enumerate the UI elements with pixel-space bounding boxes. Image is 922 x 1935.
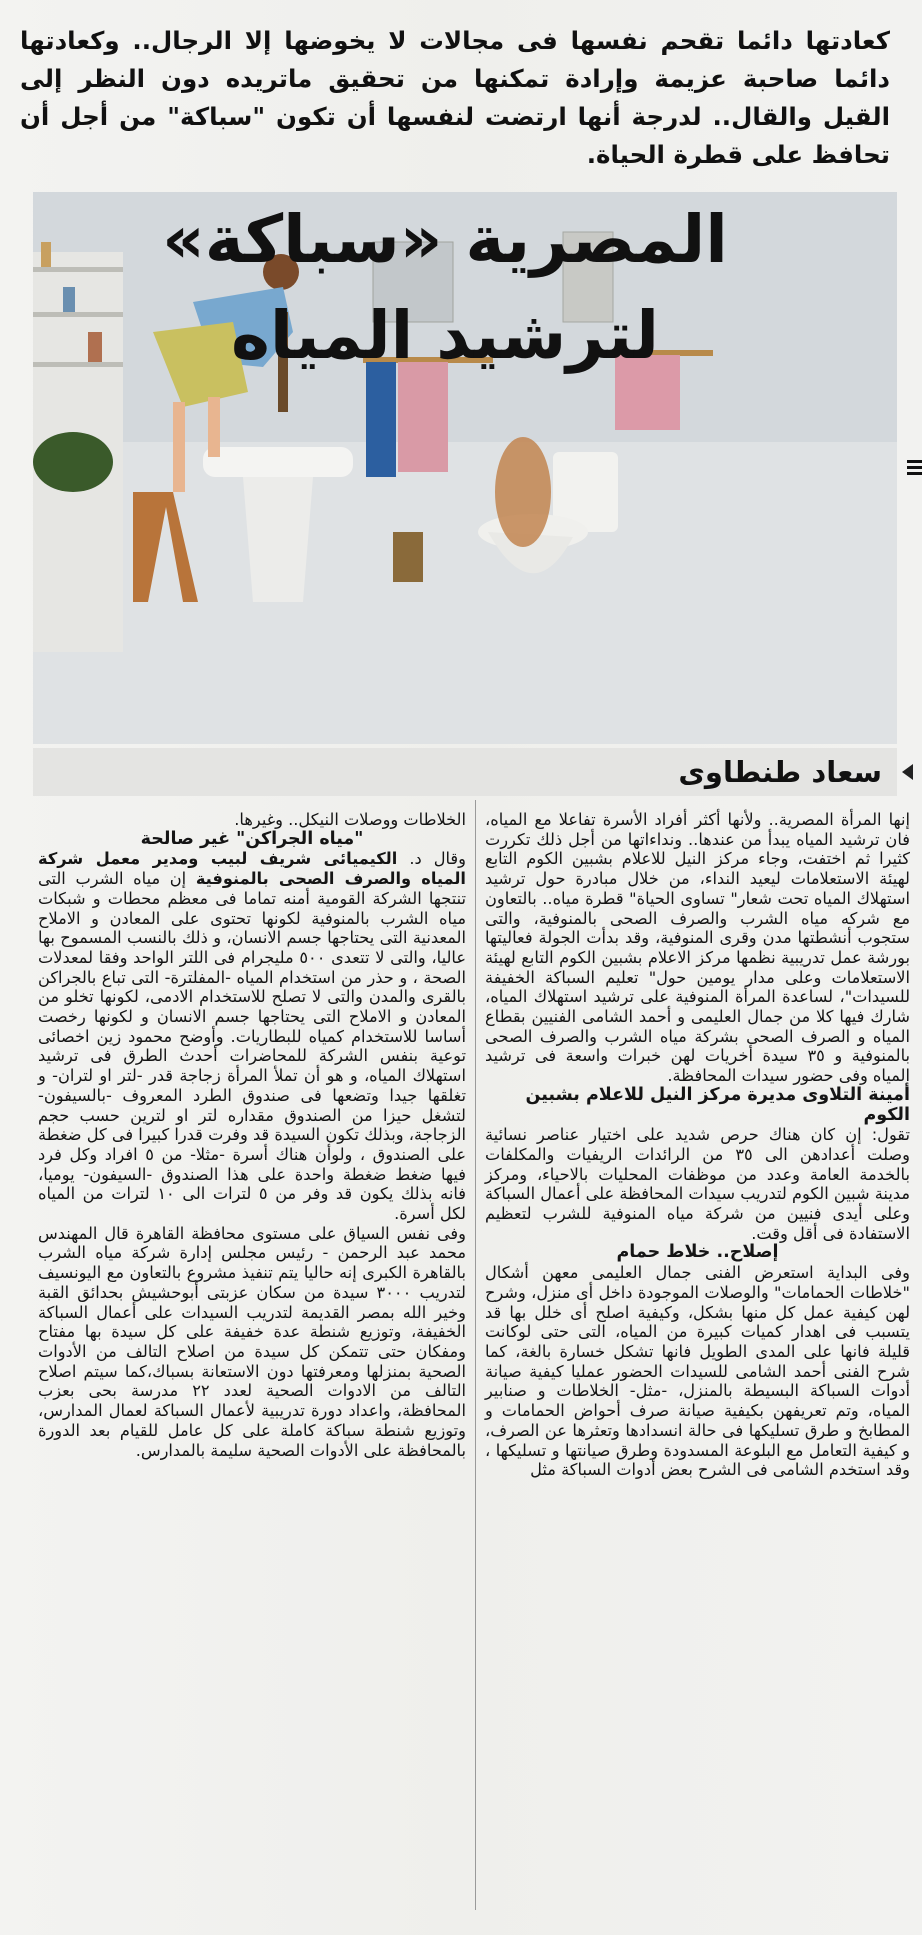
paragraph-bold-source: الكيميائى شريف لبيب ومدير معمل شركة المياه والصرف الصحى بالمنوفية xyxy=(38,849,466,889)
article-byline: سعاد طنطاوى xyxy=(678,755,882,789)
paragraph: إنها المرأة المصرية.. ولأنها أكثر أفراد الأسرة تفاعلا مع المياه، فان ترشيد المياه يبدأ من عندها.. ونداءاتها من أجل ذلك تكررت كثيرا ثم اختفت، وجاء مركز النيل للاعلام بشبين الكوم التابع لهيئة الاستعلامات ليعيد النداء، من خلال مبادرة حول ترشيد استهلاك المياه تحت شعار" تساوى الحياة" قطرة مياه.. بالتعاون مع شركه مياه الشرب والصرف الصحى بالمنوفية، والتى ستجوب أنشطتها مدن وقرى المنوفية، وقد بدأت الجولة فعاليتها بورشة عمل تدريبية نظمها مركز الاعلام بشبين الكوم التابع لهيئة الاستعلامات وعلى مدار يومين حول" تعليم السباكة الخفيفة للسيدات"، لساعدة المرأة المنوفية على ترشيد استهلاك المياه، شارك فيها كلا من جمال العليمى و أحمد الشامى الفنيين بقطاع المياه و الصرف الصحى بشركة مياه الشرب والصرف الصحى بالمنوفية و ٣٥ سيدة أخريات لهن خبرات واسعة فى ترشيد المياه وفى حضور سيدات المحافظة. xyxy=(485,810,911,1086)
paragraph: وفى البداية استعرض الفنى جمال العليمى معهن أشكال "خلاطات الحمامات" والوصلات الموجودة داخل أى منزل، وشرح لهن كيفية عمل كل منها بشكل، وكيفية اصلح أى خلل بها قد يتسبب فى اهدار كميات كبيرة من المياه، التى حتى لوكانت قليلة فانها على المدى الطويل فانها تشكل خسارة بالغة، كما شرح الفنى أحمد الشامى للسيدات الحضور عمليا كيفية صيانة أدوات السباكة البسيطة بالمنزل، -مثل- الخلاطات و صنابير المياه، وتم تعريفهن بكيفية صيانة صرف أحواض الحمامات و المطابخ و طرق تسليكها فى حالة انسدادها وتعثرها عن الصرف، و كيفية التعامل مع البلوعة المسدودة وطرق صيانتها و تسليكها ، وقد استخدم الشامى فى الشرح بعض أدوات السباكة مثل xyxy=(485,1263,910,1480)
paragraph: تقول: إن كان هناك حرص شديد على اختيار عناصر نسائية وصلت أعدادهن الى ٣٥ من الرائدات الريفيات والمكلفات بالخدمة العامة وعدد من موظفات المحليات بالاحياء، ومركز مدينة شبين الكوم لتدريب سيدات المحافظة على أعمال السباكة وعلى أيدى فنيين من شركة مياه المنوفية للشرب لتعظيم الاستفادة فى أقل وقت. xyxy=(485,1125,910,1243)
subheading: أمينة التلاوى مديرة مركز النيل للاعلام بشبين الكوم xyxy=(525,1084,910,1125)
subheading: "مياه الجراكن" غير صالحة xyxy=(140,828,364,849)
paragraph: وفى نفس السياق على مستوى محافظة القاهرة قال المهندس محمد عبد الرحمن - رئيس مجلس إدارة شركة مياه الشرب بالقاهرة الكبرى إنه حاليا يتم تنفيذ مشروع بالتعاون مع اليونسيف لتدريب ٣٠٠٠ سيدة من سكان عزبتى أبوحشيش بحدائق القبة وخير الله بمصر القديمة لتدريب السيدات على أعمال السباكة الخفيفة، وتوزيع شنطة عدة خفيفة على كل سيدة بها مفتاح ومفكان حتى تتمكن كل سيدة من اصلاح التالف من الأدوات الصحية بمنزلها ومعرفتها دون الاستعانة بسباك،كما سيتم اصلاح التالف من الادوات الصحية لعدد ٢٢ مدرسة بحى بعزب المحافظة، واعداد دورة تدريبية لأعمال السباكة لعمال المدارس، وتوزيع شنطة سباكة كاملة على كل عامل للقيام بعد الدورة بالمحافظة على الأدوات الصحية سليمة بالمدارس. xyxy=(38,1223,466,1460)
paragraph-body: إن مياه الشرب التى تنتجها الشركة القومية أمنه تماما فى معظم محطات و شبكات مياه الشرب بالمنوفية لكونها تحتوى على المعادن و الاملاح المعدنية التى يحتاجها جسم الانسان، و ذلك بالنسب المسموح بها عاليا، والتى لا تتعدى ٥٠٠ مليجرام فى اللتر الواحد وفقا لمعدلات الصحة ، و حذر من استخدام المياه -المفلترة- التى تباع بالجراكن بالقرى والمدن والتى لا تصلح للاستخدام الادمى، لكونها تخلو من المعادن و الاملاح التى يحتاجها جسم الانسان و لكونها رخصت أساسا للاستخدام كمياه للبطاريات. وأوضح محمود زين اخصائى توعية بنفس الشركة للمحاضرات أحدث الطرق فى ترشيد استهلاك المياه، و هو أن تملأ المرأة زجاجة قدر -لتر او لتران- و تغلقها جيدا وتضعها فى صندوق الطرد المعروف -بالسيفون- لتشغل حيزا من الصندوق مقداره لتر او لترين حسب حجم الزجاجة، وبذلك تكون السيدة قد وفرت قدرا كبيرا فى كل ضغطة على الصندوق ، ولوأن هناك أسرة -مثلا- من ٥ افراد وكل فرد فيها ضغط ضغطة واحدة على هذا الصندوق -السيفون- يوميا، فانه بذلك يكون قد وفر من ٥ لترات الى ١٠ لترات من المياه لكل أسرة. xyxy=(38,869,467,1224)
article-lead: كعادتها دائما تقحم نفسها فى مجالات لا يخوضها إلا الرجال.. وكعادتها دائما صاحبة عزيمة وإرادة تمكنها من تحقيق ماتريده دون النظر إلى القيل والقال.. لدرجة أنها ارتضت لنفسها أن تكون "سباكة" من أجل أن تحافظ على قطرة الحياة. xyxy=(20,26,890,169)
paragraph xyxy=(38,849,466,1223)
paragraph: الخلاطات ووصلات النيكل.. وغيرها. xyxy=(234,810,466,829)
byline-triangle-icon xyxy=(902,764,913,780)
article-column-left xyxy=(38,810,466,1460)
column-divider xyxy=(475,800,476,1910)
page-edge-marker xyxy=(907,460,922,478)
paragraph-lead: وقال د. xyxy=(397,849,466,869)
article-column-right xyxy=(485,810,910,1480)
article-headline: المصرية «سباكة» لترشيد المياه xyxy=(162,201,728,374)
subheading: إصلاح.. خلاط حمام xyxy=(616,1242,779,1263)
